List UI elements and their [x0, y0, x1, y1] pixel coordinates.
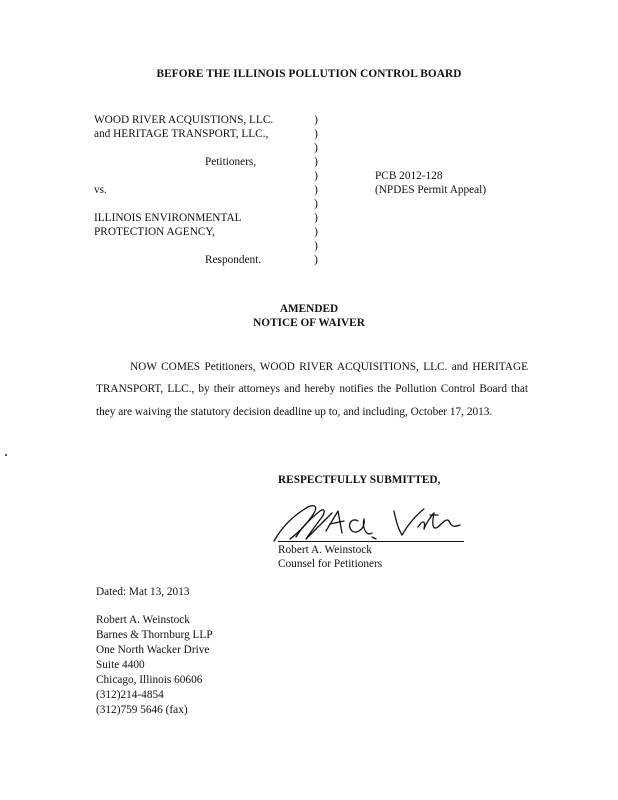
- caption-paren: ): [314, 184, 318, 196]
- caption-paren: ): [314, 212, 318, 224]
- address-line: Barnes & Thornburg LLP: [96, 629, 213, 641]
- title-notice-of-waiver: NOTICE OF WAIVER: [253, 317, 365, 329]
- caption-paren: ): [314, 240, 318, 252]
- petitioners-label: Petitioners,: [205, 156, 257, 168]
- signer-name: Robert A. Weinstock: [278, 544, 372, 556]
- respondent-name-line1: ILLINOIS ENVIRONMENTAL: [94, 212, 242, 224]
- case-type: (NPDES Permit Appeal): [375, 184, 487, 196]
- petitioner-name-line2: and HERITAGE TRANSPORT, LLC.,: [94, 128, 269, 140]
- notice-body: [96, 356, 528, 423]
- respondent-label: Respondent.: [205, 254, 262, 266]
- versus-label: vs.: [94, 184, 107, 196]
- caption-paren: ): [314, 156, 318, 168]
- case-number: PCB 2012-128: [375, 170, 443, 182]
- attorney-address-block: [96, 613, 213, 718]
- address-line: Suite 4400: [96, 659, 145, 671]
- caption-paren: ): [314, 226, 318, 238]
- signer-title: Counsel for Petitioners: [278, 558, 383, 570]
- caption-paren: ): [314, 142, 318, 154]
- caption-paren: ): [314, 128, 318, 140]
- address-line: (312)759 5646 (fax): [96, 704, 188, 716]
- title-amended: AMENDED: [279, 303, 339, 315]
- caption-paren: ): [314, 254, 318, 266]
- signature-line: [278, 541, 464, 542]
- court-heading: BEFORE THE ILLINOIS POLLUTION CONTROL BOARD: [156, 68, 462, 80]
- address-line: Robert A. Weinstock: [96, 614, 190, 626]
- closing-statement: RESPECTFULLY SUBMITTED,: [278, 474, 441, 486]
- petitioner-name-line1: WOOD RIVER ACQUISTIONS, LLC.: [94, 114, 274, 126]
- scan-speck: [5, 454, 7, 456]
- caption-paren: ): [314, 170, 318, 182]
- address-line: Chicago, Illinois 60606: [96, 674, 203, 686]
- caption-paren: ): [314, 114, 318, 126]
- address-line: (312)214-4854: [96, 689, 164, 701]
- address-line: One North Wacker Drive: [96, 644, 210, 656]
- notice-body-text: NOW COMES Petitioners, WOOD RIVER ACQUISITIONS, LLC. and HERITAGE TRANSPORT, LLC., by their attorneys and hereby notifies the Pollution Control Board that they are waiving the statutory decision deadline up to, and including, October 17, 2013.: [96, 361, 528, 418]
- respondent-name-line2: PROTECTION AGENCY,: [94, 226, 215, 238]
- caption-paren: ): [314, 198, 318, 210]
- dated-line: Dated: Mat 13, 2013: [96, 586, 190, 598]
